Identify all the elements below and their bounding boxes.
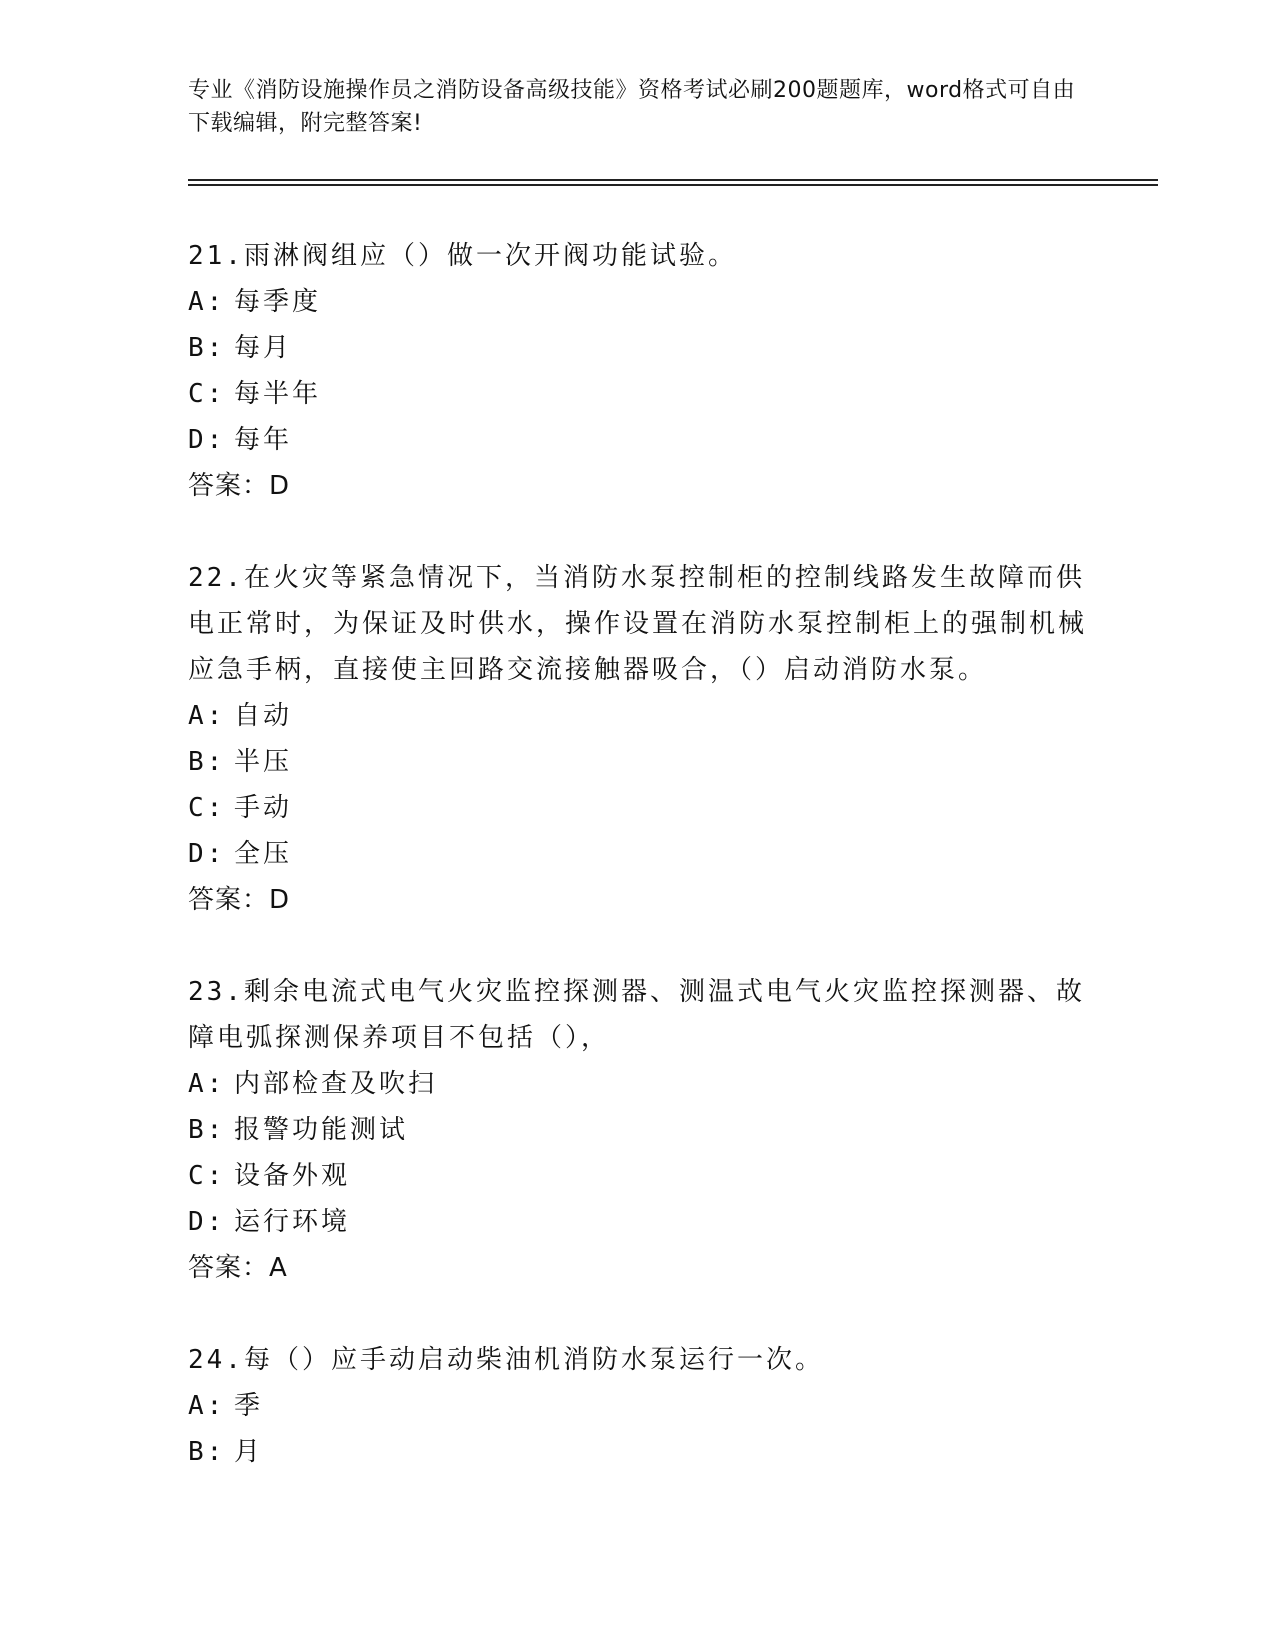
answer-line: 答案：D (188, 471, 291, 501)
option-letter: B: (188, 1115, 226, 1145)
option-text: 月 (234, 1437, 264, 1467)
option-letter: A: (188, 287, 226, 317)
option-text: 手动 (234, 793, 293, 823)
option-b (188, 739, 1088, 785)
option-text: 每季度 (234, 287, 322, 317)
option-letter: D: (188, 839, 226, 869)
document-header: 专业《消防设施操作员之消防设备高级技能》资格考试必刷200题题库，word格式可自由下载编辑，附完整答案! (188, 78, 1076, 136)
option-a (188, 693, 1088, 739)
option-letter: A: (188, 701, 226, 731)
option-text: 运行环境 (234, 1207, 351, 1237)
option-letter: B: (188, 1437, 226, 1467)
option-b (188, 1107, 1088, 1153)
option-c (188, 785, 1088, 831)
option-text: 每月 (234, 333, 293, 363)
option-letter: A: (188, 1069, 226, 1099)
option-text: 报警功能测试 (234, 1115, 409, 1145)
question-list (188, 233, 1088, 1521)
option-letter: B: (188, 333, 226, 363)
option-letter: D: (188, 425, 226, 455)
option-d (188, 1199, 1088, 1245)
question-stem: 22.在火灾等紧急情况下，当消防水泵控制柜的控制线路发生故障而供电正常时，为保证及时供水，操作设置在消防水泵控制柜上的强制机械应急手柄，直接使主回路交流接触器吸合，（）启动消防水泵。 (188, 563, 1088, 685)
option-text: 半压 (234, 747, 293, 777)
option-letter: D: (188, 1207, 226, 1237)
answer-line: 答案：D (188, 885, 291, 915)
answer-line: 答案：A (188, 1253, 288, 1283)
question-stem: 24.每（）应手动启动柴油机消防水泵运行一次。 (188, 1345, 824, 1375)
option-d (188, 831, 1088, 877)
option-a (188, 279, 1088, 325)
option-letter: A: (188, 1391, 226, 1421)
option-text: 内部检查及吹扫 (234, 1069, 438, 1099)
option-text: 自动 (234, 701, 293, 731)
option-c (188, 371, 1088, 417)
header-divider-bottom (188, 184, 1158, 186)
option-text: 全压 (234, 839, 293, 869)
question-24 (188, 1337, 1088, 1475)
question-23 (188, 969, 1088, 1291)
option-text: 每年 (234, 425, 293, 455)
option-letter: C: (188, 793, 226, 823)
question-21 (188, 233, 1088, 509)
option-letter: C: (188, 1161, 226, 1191)
option-text: 每半年 (234, 379, 322, 409)
option-letter: C: (188, 379, 226, 409)
option-d (188, 417, 1088, 463)
question-stem: 21.雨淋阀组应（）做一次开阀功能试验。 (188, 241, 737, 271)
question-22 (188, 555, 1088, 923)
option-text: 设备外观 (234, 1161, 351, 1191)
option-letter: B: (188, 747, 226, 777)
option-a (188, 1061, 1088, 1107)
question-stem: 23.剩余电流式电气火灾监控探测器、测温式电气火灾监控探测器、故障电弧探测保养项目不包括（）， (188, 977, 1085, 1053)
option-a (188, 1383, 1088, 1429)
option-text: 季 (234, 1391, 264, 1421)
option-b (188, 325, 1088, 371)
header-divider-top (188, 179, 1158, 181)
option-c (188, 1153, 1088, 1199)
option-b (188, 1429, 1088, 1475)
